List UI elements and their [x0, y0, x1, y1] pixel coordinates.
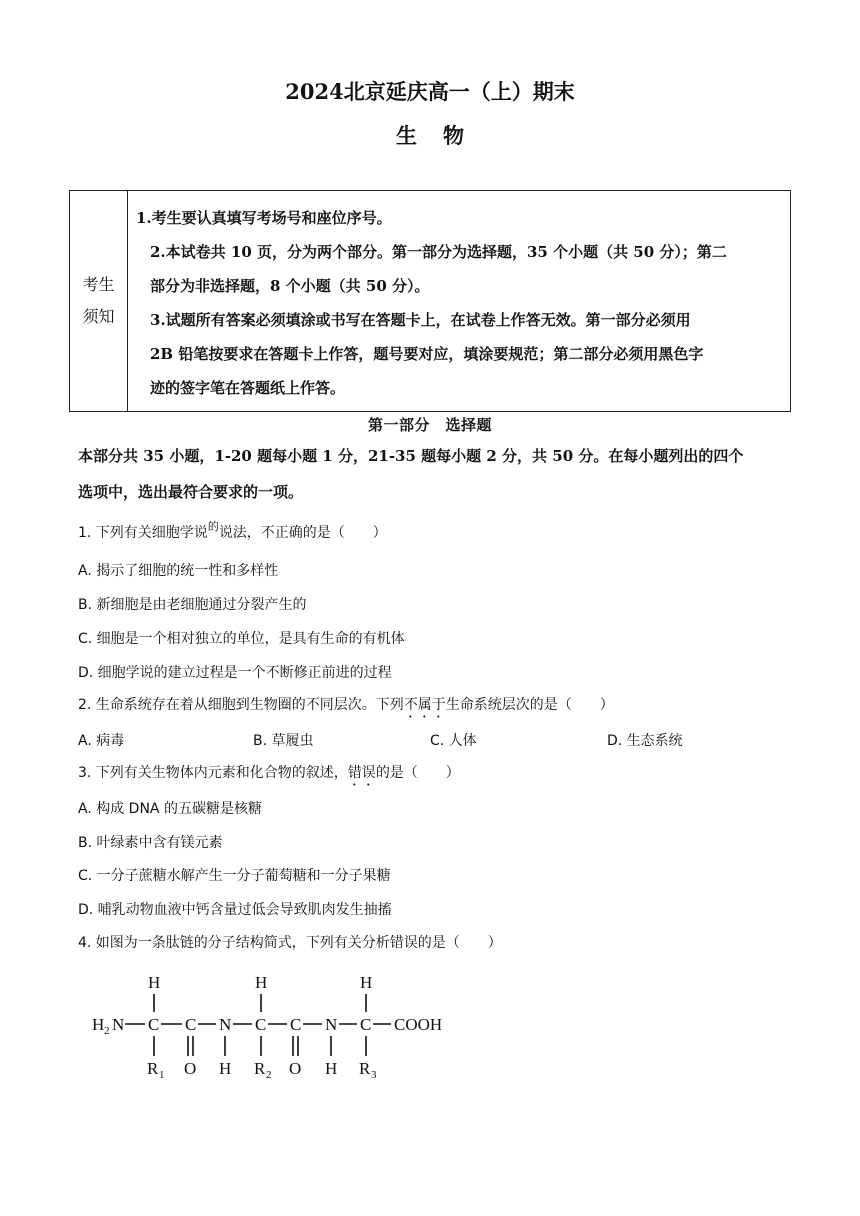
question-3-option-d: D. 哺乳动物血液中钙含量过低会导致肌肉发生抽搐 — [78, 902, 392, 918]
r-group: R — [254, 1059, 266, 1078]
atom-h-top: H — [360, 973, 373, 992]
exam-notice-table — [69, 190, 791, 412]
atom-h: H — [325, 1059, 338, 1078]
carboxyl-group: COOH — [394, 1015, 443, 1034]
question-2-option-a: A. 病毒 — [78, 733, 125, 749]
question-text: 2. 生命系统存在着从细胞到生物圈的不同层次。下列 — [78, 697, 404, 713]
question-2-stem — [78, 694, 614, 721]
atom-amino-h: H — [92, 1015, 105, 1034]
atom-o: O — [289, 1059, 302, 1078]
question-3-option-c: C. 一分子蔗糖水解产生一分子葡萄糖和一分子果糖 — [78, 868, 391, 884]
atom-n: N — [325, 1015, 338, 1034]
question-text: 1. 下列有关细胞学说 — [78, 525, 208, 541]
question-text: 3. 下列有关生物体内元素和化合物的叙述， — [78, 765, 348, 781]
notice-line: 2B 铅笔按要求在答题卡上作答，题号要对应，填涂要规范；第二部分必须用黑色字 — [150, 345, 704, 363]
notice-head-line-1: 考生 — [82, 275, 115, 294]
question-1-option-a: A. 揭示了细胞的统一性和多样性 — [78, 563, 279, 579]
question-text: 说法，不正确的是（ ） — [218, 525, 387, 541]
atom-h: H — [219, 1059, 232, 1078]
atom-subscript: 3 — [371, 1069, 377, 1081]
section-title: 第一部分 选择题 — [367, 416, 492, 434]
atom-c: C — [185, 1015, 197, 1034]
notice-line: 2.本试卷共 10 页，分为两个部分。第一部分为选择题，35 个小题（共 50 分）；第二 — [150, 243, 727, 261]
question-text: 的 — [207, 520, 219, 533]
atom-c: C — [148, 1015, 160, 1034]
notice-line: 部分为非选择题，8 个小题（共 50 分）。 — [150, 277, 430, 295]
atom-c: C — [360, 1015, 372, 1034]
atom-subscript: 2 — [266, 1069, 272, 1081]
question-2-option-c: C. 人体 — [430, 733, 477, 749]
notice-body — [128, 191, 791, 412]
atom-h-top: H — [255, 973, 268, 992]
atom-o: O — [184, 1059, 197, 1078]
notice-head-line-2: 须知 — [82, 307, 115, 326]
emphasized-text: 错误 — [347, 765, 376, 781]
section-intro: 本部分共 35 小题，1-20 题每小题 1 分，21-35 题每小题 2 分，共 50 分。在每小题列出的四个 — [78, 447, 744, 465]
atom-c: C — [255, 1015, 267, 1034]
section-intro: 选项中，选出最符合要求的一项。 — [78, 483, 304, 501]
question-1-option-d: D. 细胞学说的建立过程是一个不断修正前进的过程 — [78, 665, 392, 681]
atom-h-top: H — [148, 973, 161, 992]
atom-subscript: 1 — [159, 1069, 165, 1081]
question-1-option-b: B. 新细胞是由老细胞通过分裂产生的 — [78, 597, 307, 613]
question-text: 生命系统层次的是（ ） — [445, 697, 614, 713]
question-text: 的是（ ） — [375, 765, 460, 781]
notice-line: 3.试题所有答案必须填涂或书写在答题卡上，在试卷上作答无效。第一部分必须用 — [150, 311, 691, 329]
atom-subscript: 2 — [104, 1025, 110, 1037]
question-4-stem: 4. 如图为一条肽链的分子结构简式，下列有关分析错误的是（ ） — [78, 935, 502, 951]
subject-title: 生物 — [396, 123, 490, 148]
emphasized-text: 不属于 — [403, 697, 446, 713]
notice-line: 迹的签字笔在答题纸上作答。 — [150, 379, 346, 397]
page-title: 2024北京延庆高一（上）期末 — [285, 79, 575, 104]
notice-line: 1.考生要认真填写考场号和座位序号。 — [136, 209, 392, 227]
atom-n: N — [112, 1015, 125, 1034]
question-2-option-d: D. 生态系统 — [607, 733, 683, 749]
r-group: R — [147, 1059, 159, 1078]
question-1-option-c: C. 细胞是一个相对独立的单位，是具有生命的有机体 — [78, 631, 405, 647]
peptide-structure-figure — [88, 968, 468, 1088]
question-3-option-b: B. 叶绿素中含有镁元素 — [78, 835, 223, 851]
question-3-stem — [78, 762, 460, 789]
notice-heading — [70, 191, 128, 412]
question-2-option-b: B. 草履虫 — [253, 733, 314, 749]
atom-n: N — [219, 1015, 232, 1034]
r-group: R — [359, 1059, 371, 1078]
question-1-stem — [78, 522, 387, 542]
atom-c: C — [290, 1015, 302, 1034]
question-3-option-a: A. 构成 DNA 的五碳糖是核糖 — [78, 801, 262, 817]
